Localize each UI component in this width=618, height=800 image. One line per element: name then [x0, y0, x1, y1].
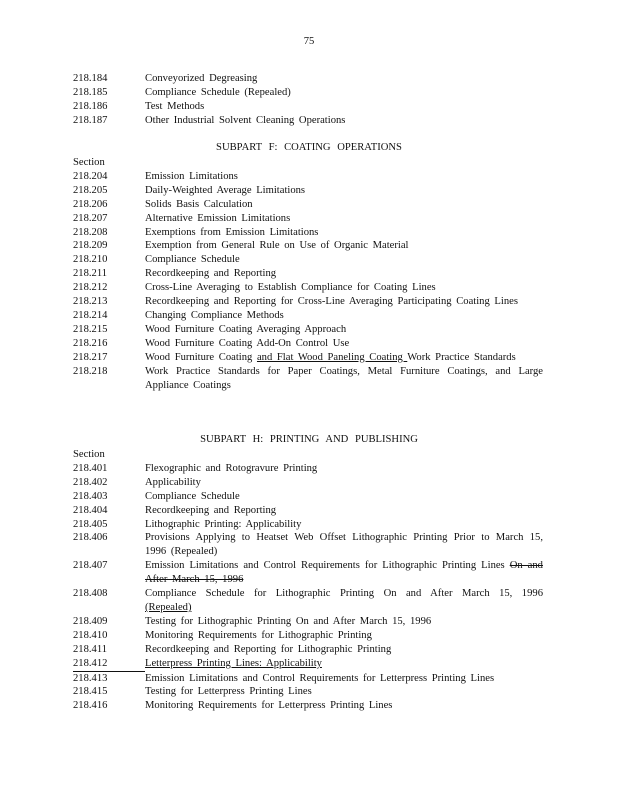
- section-title: Daily-Weighted Average Limitations: [145, 184, 306, 196]
- list-item: [73, 253, 543, 267]
- section-number: 218.187: [73, 114, 108, 126]
- list-item: [73, 86, 543, 100]
- section-number: 218.411: [73, 643, 108, 655]
- amended-text: Letterpress Printing Lines: Applicability: [145, 657, 322, 669]
- section-title: Emission Limitations and Control Requirements for Letterpress Printing Lines: [145, 672, 495, 684]
- section-title: Recordkeeping and Reporting for Lithographic Printing: [145, 643, 392, 655]
- section-number: 218.402: [73, 476, 108, 488]
- section-number: 218.215: [73, 323, 108, 335]
- section-title: Monitoring Requirements for Letterpress Printing Lines: [145, 700, 393, 712]
- section-number: 218.404: [73, 504, 108, 516]
- section-title: Testing for Letterpress Printing Lines: [145, 686, 312, 698]
- page-number: 75: [303, 36, 315, 47]
- section-number: 218.415: [73, 686, 108, 698]
- title-part: Compliance Schedule for Lithographic Printing On and After March 15, 1996: [145, 588, 543, 600]
- section-title: Testing for Lithographic Printing On and After March 15, 1996: [145, 615, 432, 627]
- section-title: Compliance Schedule: [145, 254, 240, 266]
- list-item: [73, 559, 543, 587]
- list-item: [73, 531, 543, 559]
- section-title: [145, 657, 543, 672]
- list-item: [73, 212, 543, 226]
- list-item: [73, 490, 543, 504]
- title-part: Work Practice Standards: [407, 351, 516, 363]
- section-number: 218.186: [73, 100, 108, 112]
- amended-text: and Flat Wood Paneling Coating: [256, 351, 408, 363]
- section-number: 218.216: [73, 337, 108, 349]
- section-number: 218.184: [73, 73, 108, 84]
- list-item: [73, 685, 543, 699]
- section-number: 218.403: [73, 490, 108, 502]
- section-title: Changing Compliance Methods: [145, 309, 284, 321]
- list-item: [73, 267, 543, 281]
- list-item: [73, 629, 543, 643]
- list-item: [73, 699, 543, 713]
- section-title: Wood Furniture Coating Add-On Control Use: [145, 337, 350, 349]
- list-item: [73, 462, 543, 476]
- list-item: [73, 309, 543, 323]
- section-number: 218.409: [73, 615, 108, 627]
- section-title: Compliance Schedule (Repealed): [145, 86, 291, 98]
- list-item: [73, 100, 543, 114]
- list-item: [73, 323, 543, 337]
- section-title: Test Methods: [145, 100, 205, 112]
- section-list-group-1: [73, 72, 543, 128]
- section-number: 218.207: [73, 212, 108, 224]
- list-item: [73, 518, 543, 532]
- list-item: [73, 281, 543, 295]
- section-number: 218.401: [73, 462, 108, 474]
- subpart-f-list: [73, 156, 543, 392]
- list-item: [73, 365, 543, 393]
- section-number: 218.211: [73, 268, 108, 280]
- section-title: Recordkeeping and Reporting: [145, 268, 277, 280]
- section-title: Work Practice Standards for Paper Coatings, Metal Furniture Coatings, and Large Appliance Coatings: [145, 365, 543, 391]
- list-item: [73, 295, 543, 309]
- list-item: [73, 476, 543, 490]
- list-item: [73, 587, 543, 615]
- section-number: 218.407: [73, 560, 108, 572]
- section-number: 218.410: [73, 629, 108, 641]
- section-title: Exemptions from Emission Limitations: [145, 226, 319, 238]
- section-title: Recordkeeping and Reporting: [145, 504, 277, 516]
- list-item: [73, 114, 543, 128]
- section-number: 218.412: [73, 657, 145, 672]
- title-part: Emission Limitations and Control Requirements for Lithographic Printing Lines: [145, 560, 505, 572]
- list-item: [73, 226, 543, 240]
- section-number: 218.218: [73, 365, 108, 377]
- list-item: [73, 504, 543, 518]
- list-item: [73, 337, 543, 351]
- section-title: Provisions Applying to Heatset Web Offset Lithographic Printing Prior to March 15, 1996 (Repealed): [145, 532, 543, 558]
- section-number: 218.217: [73, 351, 108, 363]
- list-item: [73, 615, 543, 629]
- list-item: [73, 170, 543, 184]
- section-number: 218.416: [73, 700, 108, 712]
- subpart-h-heading: SUBPART H: PRINTING AND PUBLISHING: [200, 434, 418, 445]
- section-number: 218.208: [73, 226, 108, 238]
- list-item: [73, 72, 543, 86]
- subpart-h-list: [73, 448, 543, 713]
- list-item: [73, 351, 543, 365]
- section-number: 218.206: [73, 198, 108, 210]
- list-item: [73, 672, 543, 686]
- section-title: Exemption from General Rule on Use of Organic Material: [145, 240, 409, 252]
- section-number: 218.214: [73, 309, 108, 321]
- section-number: 218.209: [73, 240, 108, 252]
- section-title: [145, 559, 543, 587]
- deleted-text: On and After March 15, 1996: [145, 560, 543, 586]
- section-number: 218.210: [73, 254, 108, 266]
- section-number: 218.204: [73, 170, 108, 182]
- section-number: 218.408: [73, 588, 108, 600]
- section-title: [145, 351, 543, 365]
- section-title: Conveyorized Degreasing: [145, 73, 258, 84]
- section-number: 218.413: [73, 672, 108, 684]
- section-number: 218.213: [73, 296, 108, 308]
- section-title: Monitoring Requirements for Lithographic Printing: [145, 629, 372, 641]
- section-label: Section: [73, 449, 105, 460]
- list-item: [73, 239, 543, 253]
- section-label: Section: [73, 157, 105, 168]
- section-title: Emission Limitations: [145, 170, 238, 182]
- section-number: 218.406: [73, 532, 108, 544]
- section-number: 218.405: [73, 518, 108, 530]
- section-title: Flexographic and Rotogravure Printing: [145, 462, 318, 474]
- section-title: Cross-Line Averaging to Establish Compliance for Coating Lines: [145, 282, 436, 294]
- list-item: [73, 657, 543, 672]
- section-title: Wood Furniture Coating Averaging Approach: [145, 323, 347, 335]
- section-title: [145, 587, 543, 615]
- section-number: 218.185: [73, 86, 108, 98]
- section-title: Recordkeeping and Reporting for Cross-Line Averaging Participating Coating Lines: [145, 296, 518, 308]
- amended-text: (Repealed): [145, 601, 192, 613]
- list-item: [73, 184, 543, 198]
- section-title: Solids Basis Calculation: [145, 198, 253, 210]
- list-item: [73, 643, 543, 657]
- section-title: Other Industrial Solvent Cleaning Operations: [145, 114, 346, 126]
- section-title: Compliance Schedule: [145, 490, 240, 502]
- section-title: Alternative Emission Limitations: [145, 212, 291, 224]
- section-title: Applicability: [145, 476, 201, 488]
- section-number: 218.205: [73, 184, 108, 196]
- section-number: 218.212: [73, 282, 108, 294]
- title-part: Wood Furniture Coating: [145, 351, 257, 363]
- section-title: Lithographic Printing: Applicability: [145, 518, 302, 530]
- subpart-f-heading: SUBPART F: COATING OPERATIONS: [216, 142, 402, 153]
- list-item: [73, 198, 543, 212]
